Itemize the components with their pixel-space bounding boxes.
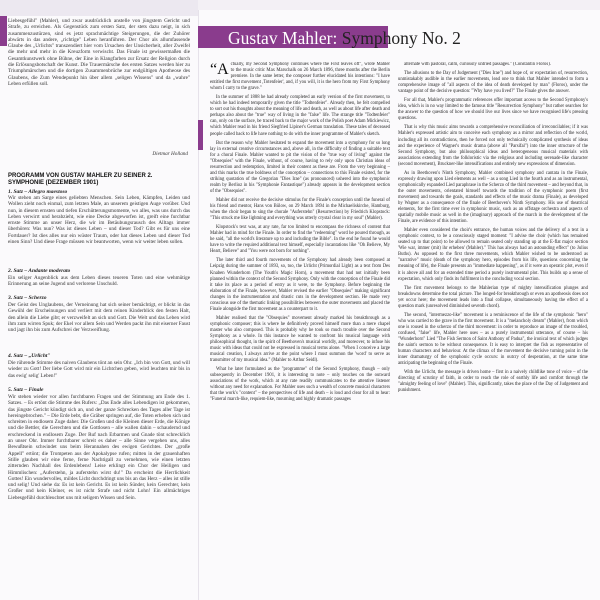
paragraph: The first movement belongs to the Mahlerian type of mighty intensification plunges and breakdowns determine the total picture. The longed-for breakthrough or even an apotheosis does not yet occur here; the movement leads into a final collapse, simultaneously having the effect of a question mark (unresolved diminished seventh chord). [398, 285, 588, 309]
paragraph: Klopstock's text was, at any rate, far too limited to encompass the richness of content that Mahler had in mind for the Finale. In order to find the "redeeming" word he poured through, as he said, "all the world's literature up to and including the Bible". In the end he found he would have to write the required additional text himself, especially incantations like "Oh Believe, My Heart, Believe" and "You were not born for nothing". [210, 225, 390, 255]
paragraph: The second, "intermezzo-like" movement is a reminiscence of the life of the symphonic "hero" who was carried to the grave in the first movement. It is a "melancholy dream" (Mahler), from which one is roused in the scherzo of the third movement: in order to reproduce an image of the troubled, confused, "false" life, Mahler here uses – as a purely instrumental utterance, of course – his "Wunderhorn" Lied "The Fish Sermon of Saint Anthony of Padua", the ironical text of which judges the saint's sermon to be without consequence. It is easy to interpret the fish as representative of human characters and behaviour. At the climax of the movement the decisive turning point in the inner dramaturgy of the symphonic cycle occurs: in outcry of desperation, at the same time anticipating the beginning of the Finale. [398, 312, 588, 367]
paragraph: What he later formulated as the "programme" of the Second Symphony, though – only subsequently in December 1901, it is interesting to note – only touches on the outward associations of the work, which at any rate readily communicates to the attentive listener without any need for explanation. For Mahler uses such a wealth of concrete musical characters that the work's "content" – the perspectives of life and death – is loud and clear for all to hear: "Funeral march-like, requiem-like, mourning and highly dramatic passages [210, 367, 390, 403]
page-title [228, 28, 461, 49]
intro-text: Liebesgefühl" (Mahler), und zwar ausdrücklich anstelle von jüngstem Gericht und Strafe, zu erreichen. Als Gegenstück zum ersten Satz, der stets dazu neigt, in sich zusammenzustürzen, sind es jetzt sprachmächtige Steigerungen, die der Zuhörer abwärts in das andere, „richtige" Leben heranführen. Der Chor als allumfassende Glaube des „Urlichts" transzendiert hier vom Ursachen der Unsicherheit, aller Zweifel die mehr und mehr in die Kreuzform verwischt. Das Finale ist gewissermaßen die Gesamtkunstwerk ohne Bühne, der Eine in Klangfarben zur Ersatz der Religion durch die Erlösungsbotschaft der Kunst. Die Trauermärsche des ersten Satzes werden hier zu Triumphmärschen und die dortigen Zusammenbrüche zur endgültigen Apotheose des Glaubens, die Zum Wendepunkt hin über allem „seligen Wissens" und da „wahre" Leben erfüllen soll. [8, 18, 190, 87]
drop-cap: “A [210, 62, 229, 78]
s1-title: 1. Satz – Allegro maestoso [8, 189, 68, 195]
paragraph-text: ctually, my Second Symphony continues where the First leaves off", wrote Mahler to the music critic Max Marschalk on 26 March 1896, three months after the Berlin premiere. In the same letter, the composer further elucidated his intentions: "I have entitled the first movement ,Totenfeier', and, if you will, it is the hero from my First Symphony whom I carry to the grave." [210, 62, 390, 92]
s2-text: Ein seliger Augenblick aus dem Leben dieses teueren Toten und eine wehmütige Erinnerung an seine Jugend und verlorene Unschuld. [8, 275, 190, 288]
title-part1: Gustav Mahler: [228, 28, 342, 48]
paragraph: Mahler realised that the "Obsequies" movement already marked his breakthrough as a symphonic composer; this is where he definitively proved himself more than a mere chapel master who also composed. This is probably why he took so much trouble over the Second Symphony as a whole. In this instance he wanted to confront his musical language with philosophical thought, in the spirit of Beethoven's musical worldly, and moreover, to infuse his music with ideas that could not be expressed in musical terms alone. "When I conceive a large musical creation, I always arrive at the point where I must summon the 'word' to serve as transmitter of my musical idea." (Mahler to Arthur Seidl). [210, 315, 390, 364]
paragraph: With the Urlicht, the message is driven home – first in a naively childlike tone of voice – of the directing of scrutiny of faith, in order to reach the role of earthly life and comfort through the "almighty feeling of love" (Mahler). This, significantly, takes the place of the Day of Judgement and punishment. [398, 370, 588, 394]
signature: Dietmar Holland [152, 151, 188, 157]
paragraph: For all that, Mahler's programmatic references offer important access to the Second Symphony's idea, which is in no way limited to the famous title "Resurrection Symphony" but rather searches for the answer to the question of how we should live our lives since we have recognised life's pressing questions. [398, 98, 588, 122]
program-title: PROGRAMM VON GUSTAV MAHLER ZU SEINER 2. SYMPHONIE (DEZEMBER 1901) [8, 173, 153, 186]
top-strip [198, 0, 600, 10]
paragraph: Mahler even considered the choir's entrance, the human voices and the delivery of a text in a symphonic context, to be a consciously staged moment: "I advise the choir (which has remained seated up to that point) to be allowed to remain seated only standing up at the E-flat major section 'Wie war, immer (mit) ihr erheben' (Mahler)." This has always had an astounding effect" (to Julius Buths). As opposed to the first three movements, which Mahler wished to be understood as "narrative" music (death of the symphony hero, episodes from his life, questions concerning the meaning of life), the Finale presents an "immediate happening", as if it were an operatic plot, even if it is above all and for an extended time period a purely instrumental plot. This builds up a sense of expectation, which only finds its fulfilment in the concluding vocal section. [398, 228, 588, 282]
top-band [0, 0, 198, 16]
s3-title: 3. Satz – Scherzo [8, 295, 47, 301]
s5-text: Wir stehen wieder vor allen furchtbaren Fragen und der Stimmung am Ende des 1. Satzes. – Es ertönt die Stimme des Rufers: „Das Ende alles Lebendigen ist gekommen, das jüngste Gericht kündigt sich an, und der ganze Schrecken des Tages aller Tage ist hereingebrochen." – Die Erde bebt, die Gräber springen auf, die Toten erheben sich und schreiten in endlosem Zuge daher. Die Großen und die Kleinen dieser Erde, die Könige und die Bettler, die Gerechten und die Gottlosen – alle wallen dahin – schaudernd und erschreckend in endlosem Zuge. Der Ruf nach Erbarmen und Gnade tönt schrecklich an unser Ohr. Immer furchtbarer schreit es daher – alle Sinne vergehen uns, alles Bewußtsein schwindet uns beim Herannahen des ewigen Gerichtes. Der „große Appell" ertönt; die Trompeten aus der Apokalypse rufen; mitten in der grauenhaften Stille glauben wir eine ferne, ferne Nachtigall zu vernehmen, wie einen letzten zitternden Nachhall des Erdenlebens! Leise erklingt ein Chor der Heiligen und Himmlischen: „Auferstehn, ja auferstehn wirst du!" Da erscheint die Herrlichkeit Gottes! Ein wundervolles, mildes Licht durchdringt uns bis an das Herz – alles ist stille und selig! Und siehe da: Es ist kein Gericht. Es ist kein Sünder, kein Gerechter, kein Großer und kein Kleiner, es ist nicht Strafe und nicht Lohn! Ein allmächtiges Liebesgefühl durchleuchtet uns mit seligem Wissen und Sein. [8, 394, 190, 501]
s2-title: 2. Satz – Andante moderato [8, 268, 71, 274]
title-part2: Symphony No. 2 [341, 28, 461, 48]
paragraph: The allusions to the Day of Judgement ("Dies Irae") and hope of, or expectation of, resurrection, unmistakably audible in the earlier movements, lead one to think that Mahler intended to form a comprehensive image of "all aspects of the idea of death developed by man" (Floros), under the vantage point of the decisive question: "Why have you lived?" The Finale gives the answer. [398, 71, 588, 95]
s4-text: Die rührende Stimme des naiven Glaubens tönt an sein Ohr. „Ich bin von Gott, und will wieder zu Gott! Der liebe Gott wird mir ein Lichtchen geben, wird leuchten mir bis in das ewig' selig' Leben!" [8, 360, 190, 379]
paragraph: As in Beethoven's Ninth Symphony, Mahler combined symphony and cantata in the Finale, expressly drawing upon Lied elements as well – as a song Lied in the fourth and as an instrumental, symphonically expanded Lied paraphrase in the Scherzo of the third movement – and beyond that, in the outer movements, orientated himself towards the tradition of the symphonic poem (first movement) and towards the goals, standards and effects of the music drama (Finale), as developed by Wagner as a consequence of the finale of Beethoven's Ninth Symphony. His use of theatrical elements, for the first time ever in symphonic music, such as an offstage orchestra and aspects of spatially mobile music as well in the (imaginary) approach of the march in the development of the Finale, are evidence of this intention. [398, 170, 588, 225]
s4-title: 4. Satz – „Urlicht" [8, 353, 51, 359]
left-column [0, 0, 199, 600]
side-accent [198, 120, 203, 150]
s1-text: Wir stehen am Sarge eines geliebten Menschen. Sein Leben, Kämpfen, Leiden und Wollen zieht noch einmal, zum letzten Male, an unserem geistigen Auge vorüber. Und nun, in diesem ernsten und tiefen Erschütterungsmomente, wo alles, was uns durch das Leben verwirrt und herabzieht, wie eine Decke abgeworfen ist, greift eine furchtbar ernste Stimme an unser Herz, die wir im Betäubungsrausch des Alltags immer überhören: Was nun? Was ist dieses Leben – und dieser Tod? Gibt es für uns eine Fortdauer? Ist dies alles nur ein wüster Traum, oder hat dieses Leben und dieser Tod einen Sinn? Und diese Frage müssen wir beantworten, wenn wir weiter leben sollen. [8, 195, 190, 246]
article-column-1 [210, 62, 390, 587]
article-column-2 [398, 62, 588, 587]
paragraph: The later third and fourth movements of the Symphony had already been composed at Leipzig during the summer of 1893, so, too, the Urlicht (Primordial Light) as a text from Des Knaben Wunderhorn (The Youth's Magic Horn), a movement that had not initially been planned within the context of the Second Symphony. Only with the conception of the Finale did it take its place as a period of entry as it were, to the Symphony. Before beginning the elaboration of the Finale, however, Mahler revised the earlier "Obsequies" making significant changes in the instrumentation and drastic cuts in the development section. He made very conscious use of the thematic linking possibilities between the outer movements and placed the Finale alongside the first movement as a counterpart to it. [210, 258, 390, 312]
paragraph: That is why this music aims towards a comprehensive reconciliation of irreconcilables; if it was Mahler's expressed artistic aim to conceive each symphony as a mirror and reflection of the world, including all its contradictions, then he forced not only technically complicated synthesis of ideas and the experience of Wagner's music drama (above all "Parsifal") into the inner structure of the Second Symphony, but also philosophical ideas and heterogeneous musical materials with associations extending from the folkloristic via the religious and including serenade-like character (second movement), Bruckner-like intensifications and entirely new expressions of dimension. [398, 125, 588, 167]
paragraph: alternate with pastoral, calm, curiously untried passages." (Constantin Floros). [404, 62, 551, 67]
s5-title: 5. Satz – Finale [8, 387, 44, 393]
s3-text: Der Geist des Unglaubens, der Verneinung hat sich seiner bemächtigt, er blickt in das Gewühl der Erscheinungen und verliert mit dem reinen Kinderblick den festen Halt, den allein die Liebe gibt; er verzweifelt an sich und Gott. Die Welt und das Leben wird ihm zum wirren Spuk; der Ekel vor allem Sein und Werden packt ihn mit eiserner Faust und jagt ihn bis zum Aufschrei der Verzweiflung. [8, 302, 190, 334]
paragraph [210, 62, 390, 92]
paragraph: In the summer of 1888 he had already completed an early version of the first movement, to which he had indeed temporarily given the title "Todtenfeier". Already then, he felt compelled to sort out his thoughts about the meaning of life and death, as well as about life after death and perhaps also about the "true" way of living in the "false" life. The strange title "Todtenfeier" can, only on the surface, be traced back to the major work of the Polish poet Adam Mickiewicz, which Mahler read in his friend Siegfried Lipiner's German translation. These tales of deceased people called back to life have nothing to do with the inner programme of Mahler's sketch. [210, 95, 390, 137]
paragraph: But the reason why Mahler hesitated to expand the movement into a symphony for so long lay in external creative circumstances and, above all, in the difficulty of finding a suitable text for a choral Finale. Mahler wanted to pit the vision of the "true way of living" against the "Obsequies" with the Finale, without, of course, having to rely only upon Christian ideas of resurrection and redemption, limited in their content as these are. From the very beginning – and this marks the true boldness of the conception – connections to this Finale existed, for the striking quotation of the Gregorian "Dies Irae" (as pronounced) ushered into the symphonic realm by Berlioz in his "Symphonie Fantastique") already appears in the development section of the "Obsequies". [210, 140, 390, 194]
paragraph: Mahler did not receive the decisive stimulus for the Finale's conception until the funeral of his friend and mentor, Hans von Bülow, on 29 March 1894 in the Michaeliskirche, Hamburg, when the choir began to sing the chorale "Auferstehn" (Resurrection) by Friedrich Klopstock: "This struck me like lightning and everything was utterly crystal clear in my soul" (Mahler). [210, 197, 390, 222]
accent-bar [0, 16, 7, 46]
